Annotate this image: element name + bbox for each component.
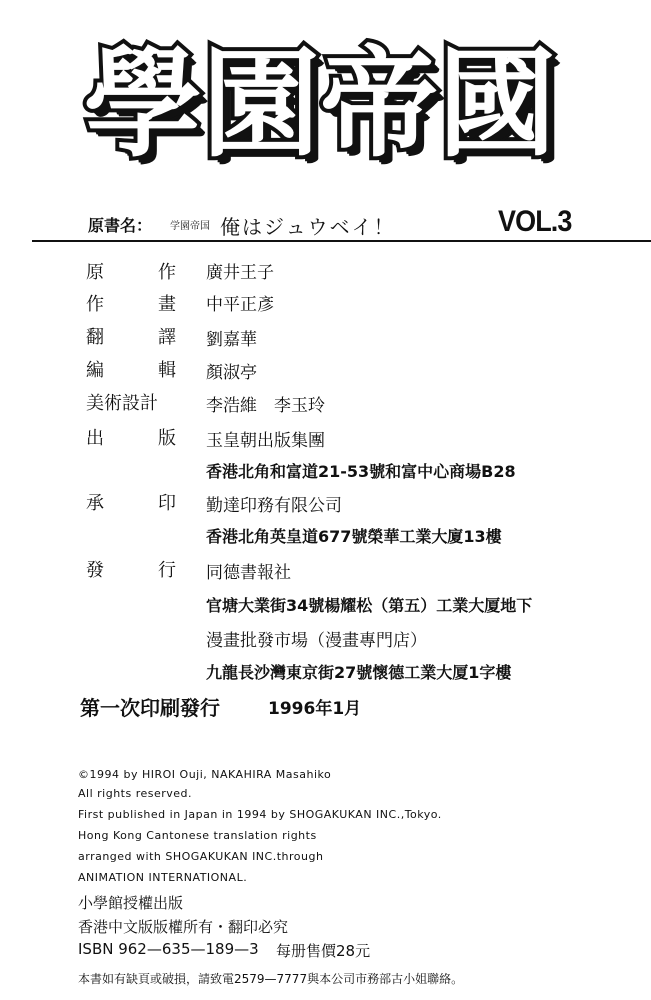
isbn: ISBN 962—635—189—3 <box>78 940 259 958</box>
credit-value: 勤達印務有限公司 <box>206 496 342 516</box>
credit-label <box>86 323 176 349</box>
original-title-label: 原書名： <box>88 216 153 235</box>
rights-line: 香港中文版版權所有・翻印必究 <box>78 918 289 936</box>
price: 每册售價28元 <box>276 942 371 960</box>
credit-label-char: 翻 <box>86 327 104 348</box>
title-logo <box>84 24 557 184</box>
volume-number: VOL.3 <box>498 205 572 238</box>
credit-value: 玉皇朝出版集團 <box>206 431 325 451</box>
copyright-line: Hong Kong Cantonese translation rights <box>78 829 317 842</box>
logo-char: 帝 <box>320 35 439 173</box>
credit-value: 中平正彥 <box>206 295 274 315</box>
credit-value: 李浩維 李玉玲 <box>206 396 325 416</box>
logo-char: 學 <box>84 35 203 173</box>
credit-label <box>86 258 176 284</box>
credit-value: 漫畫批發市場（漫畫專門店） <box>206 631 427 651</box>
credit-value: 顏淑亭 <box>206 363 257 383</box>
credit-label <box>86 290 176 316</box>
credit-value: 香港北角和富道21-53號和富中心商場B28 <box>206 462 516 481</box>
credit-label <box>86 489 176 515</box>
credit-label-char: 行 <box>158 560 176 581</box>
credit-label-char: 畫 <box>158 294 176 315</box>
credit-label <box>86 356 176 382</box>
original-title: 俺はジュウベイ！ <box>220 215 396 239</box>
original-title-row <box>88 205 588 241</box>
first-print-date: 1996年1月 <box>268 699 362 719</box>
license-line: 小學館授權出版 <box>78 894 184 912</box>
credit-value: 同德書報社 <box>206 563 291 583</box>
copyright-line: arranged with SHOGAKUKAN INC.through <box>78 850 324 863</box>
credit-label <box>86 556 176 582</box>
credit-value: 香港北角英皇道677號榮華工業大廈13樓 <box>206 527 502 546</box>
copyright-line: First published in Japan in 1994 by SHOGAKUKAN INC.,Tokyo. <box>78 808 442 821</box>
credit-label-char: 發 <box>86 560 104 581</box>
copyright-line: ANIMATION INTERNATIONAL. <box>78 871 248 884</box>
credit-label-char: 編 <box>86 360 104 381</box>
credit-label-text: 美術設計 <box>86 393 158 414</box>
credit-label-char: 譯 <box>158 327 176 348</box>
credit-value: 官塘大業街34號楊耀松（第五）工業大厦地下 <box>206 596 533 615</box>
credit-label-char: 出 <box>86 428 104 449</box>
original-title-small: 学園帝国 <box>170 221 210 232</box>
credit-value: 九龍長沙灣東京街27號懷德工業大厦1字樓 <box>206 663 512 682</box>
credit-label-char: 輯 <box>158 360 176 381</box>
credit-label-char: 承 <box>86 493 104 514</box>
footer-note: 本書如有缺頁或破損，請致電2579—7777與本公司市務部古小姐聯絡。 <box>78 972 464 986</box>
credit-label-char: 印 <box>158 493 176 514</box>
credit-value: 廣井王子 <box>206 263 274 283</box>
divider-rule <box>32 240 651 242</box>
copyright-line: All rights reserved. <box>78 787 193 800</box>
first-print-label: 第一次印刷發行 <box>80 696 220 720</box>
credit-label-char: 作 <box>158 262 176 283</box>
credit-label <box>86 424 176 450</box>
credit-label-char: 版 <box>158 428 176 449</box>
logo-char: 國 <box>438 35 557 173</box>
copyright-line: ©1994 by HIROI Ouji, NAKAHIRA Masahiko <box>78 768 332 781</box>
credit-label-char: 原 <box>86 262 104 283</box>
logo-char: 園 <box>202 35 321 173</box>
credit-label <box>86 389 176 415</box>
credit-label-char: 作 <box>86 294 104 315</box>
credit-value: 劉嘉華 <box>206 330 257 350</box>
